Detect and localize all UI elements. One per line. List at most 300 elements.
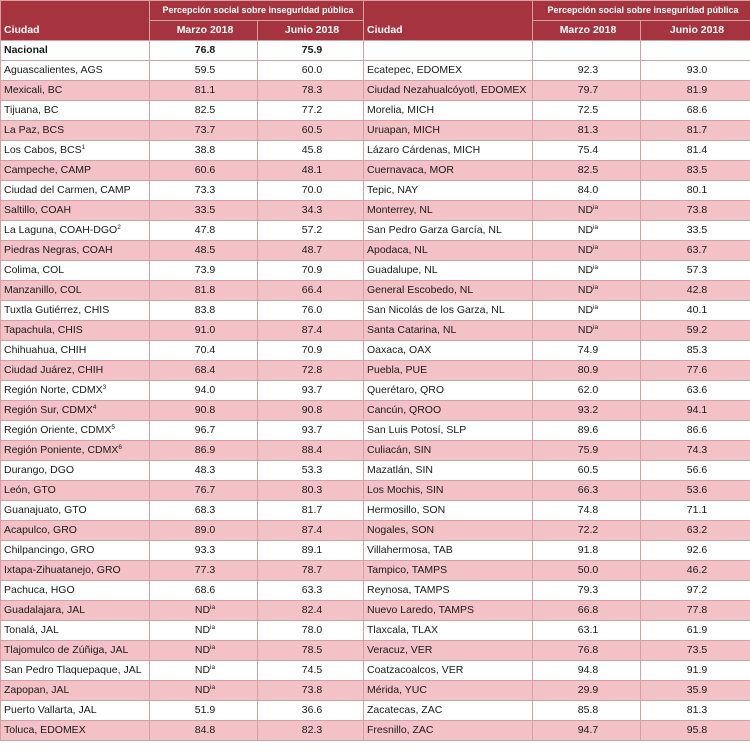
city-cell-text: Tlajomulco de Zúñiga, JAL: [4, 644, 129, 656]
june-value-cell-text: 76.0: [301, 304, 323, 316]
march-value-cell: [533, 61, 641, 81]
footnote-marker: ia: [593, 264, 599, 271]
march-value-cell-text: 72.5: [577, 104, 599, 116]
march-value-cell-text: 81.8: [194, 284, 216, 296]
june-value-cell-text: 63.2: [686, 524, 708, 536]
table-row: [1, 561, 750, 581]
march-value-cell: [150, 721, 258, 741]
june-value-cell-text: 77.8: [686, 604, 708, 616]
june-value-cell-text: 45.8: [301, 144, 323, 156]
city-cell: [364, 181, 533, 201]
march-value-cell: [150, 361, 258, 381]
march-value-cell-text: 73.7: [194, 124, 216, 136]
june-value-cell-text: 42.8: [686, 284, 708, 296]
city-cell-text: Santa Catarina, NL: [367, 324, 457, 336]
march-value-cell: [150, 281, 258, 301]
june-value-cell: [641, 341, 750, 361]
june-value-cell-text: 34.3: [301, 204, 323, 216]
june-value-cell: [258, 301, 364, 321]
march-value-cell-text: ND: [577, 244, 594, 256]
city-cell-text: Cuernavaca, MOR: [367, 164, 454, 176]
march-value-cell: [533, 601, 641, 621]
city-cell: [364, 81, 533, 101]
march-value-cell: [533, 581, 641, 601]
city-cell: [1, 261, 150, 281]
march-value-cell-text: ND: [194, 684, 211, 696]
table-row: [1, 261, 750, 281]
march-value-cell: [150, 241, 258, 261]
footnote-marker: ia: [210, 604, 216, 611]
city-cell: [1, 101, 150, 121]
march-value-cell-text: 91.0: [194, 324, 216, 336]
march-value-cell: [533, 701, 641, 721]
march-value-cell: [533, 501, 641, 521]
june-value-cell: [641, 461, 750, 481]
city-cell: [364, 381, 533, 401]
june-value-cell-text: 56.6: [686, 464, 708, 476]
table-row: [1, 141, 750, 161]
city-cell: [1, 681, 150, 701]
city-cell-text: San Pedro Tlaquepaque, JAL: [4, 664, 142, 676]
city-cell-text: Los Mochis, SIN: [367, 484, 444, 496]
city-cell: [1, 701, 150, 721]
city-cell-text: Tijuana, BC: [4, 104, 59, 116]
june-value-cell-text: 61.9: [686, 624, 708, 636]
march-value-cell-text: 73.9: [194, 264, 216, 276]
city-cell: [1, 81, 150, 101]
table-row: [1, 581, 750, 601]
march-value-cell-text: ND: [577, 324, 594, 336]
june-value-cell-text: 78.3: [301, 84, 323, 96]
city-cell-text: Uruapan, MICH: [367, 124, 440, 136]
march-value-cell: [150, 701, 258, 721]
june-value-cell-text: 66.4: [301, 284, 323, 296]
june-value-cell-text: 59.2: [686, 324, 708, 336]
march-value-cell-text: 68.4: [194, 364, 216, 376]
june-value-cell: [641, 381, 750, 401]
june-value-cell-text: 90.8: [301, 404, 323, 416]
empty-cell: [533, 41, 641, 61]
june-value-cell: [258, 321, 364, 341]
city-cell-text: Durango, DGO: [4, 464, 75, 476]
city-cell-text: Ciudad Juárez, CHIH: [4, 364, 104, 376]
march-value-cell-text: 48.5: [194, 244, 216, 256]
june-value-cell: [258, 241, 364, 261]
march-value-cell: [150, 541, 258, 561]
june-value-cell: [641, 161, 750, 181]
march-value-cell-text: 33.5: [194, 204, 216, 216]
footnote-marker: ia: [210, 644, 216, 651]
city-cell-text: Coatzacoalcos, VER: [367, 664, 464, 676]
june-value-cell-text: 72.8: [301, 364, 323, 376]
june-value-cell: [641, 521, 750, 541]
footnote-marker: 5: [111, 424, 115, 431]
march-value-cell-text: 93.3: [194, 544, 216, 556]
city-cell-text: Campeche, CAMP: [4, 164, 91, 176]
june-value-cell: [641, 601, 750, 621]
city-cell: [1, 321, 150, 341]
march-value-cell-text: 80.9: [577, 364, 599, 376]
march-value-cell-text: 86.9: [194, 444, 216, 456]
city-cell: [364, 521, 533, 541]
table-row: [1, 361, 750, 381]
table-row: [1, 601, 750, 621]
city-cell: [364, 161, 533, 181]
table-row: [1, 681, 750, 701]
city-cell: [1, 541, 150, 561]
june-value-cell: [641, 101, 750, 121]
march-value-cell: [150, 341, 258, 361]
june-value-cell-text: 95.8: [686, 724, 708, 736]
header-city-right: Ciudad: [364, 1, 533, 41]
march-value-cell: [150, 461, 258, 481]
city-cell-text: Ecatepec, EDOMEX: [367, 64, 463, 76]
table-row: [1, 641, 750, 661]
city-cell-text: Puerto Vallarta, JAL: [4, 704, 97, 716]
june-value-cell: [258, 361, 364, 381]
march-value-cell-text: 76.7: [194, 484, 216, 496]
city-cell-text: Región Norte, CDMX: [4, 384, 103, 396]
table-row: [1, 421, 750, 441]
city-cell-text: Tonalá, JAL: [4, 624, 59, 636]
june-value-cell-text: 93.0: [686, 64, 708, 76]
march-value-cell: [150, 61, 258, 81]
june-value-cell: [258, 541, 364, 561]
march-value-cell: [533, 261, 641, 281]
table-row: [1, 61, 750, 81]
table-row: [1, 521, 750, 541]
city-cell: [364, 61, 533, 81]
march-value-cell: [150, 641, 258, 661]
march-value-cell-text: ND: [577, 204, 594, 216]
city-cell: [364, 421, 533, 441]
march-value-cell-text: 91.8: [577, 544, 599, 556]
city-cell: [1, 581, 150, 601]
march-value-cell-text: 94.8: [577, 664, 599, 676]
march-value-cell-text: 76.8: [577, 644, 599, 656]
table-row: [1, 341, 750, 361]
march-value-cell: [533, 481, 641, 501]
city-cell-text: La Laguna, COAH-DGO: [4, 224, 118, 236]
city-cell: [1, 601, 150, 621]
march-value-cell-text: 62.0: [577, 384, 599, 396]
march-value-cell-text: 66.8: [577, 604, 599, 616]
city-cell-text: Guanajuato, GTO: [4, 504, 87, 516]
city-cell-text: Nogales, SON: [367, 524, 435, 536]
june-value-cell-text: 35.9: [686, 684, 708, 696]
june-value-cell: [641, 401, 750, 421]
march-value-cell-text: 85.8: [577, 704, 599, 716]
march-value-cell-text: ND: [194, 604, 211, 616]
march-value-cell-text: 96.7: [194, 424, 216, 436]
city-cell: [364, 461, 533, 481]
footnote-marker: ia: [593, 224, 599, 231]
march-value-cell: [533, 681, 641, 701]
march-value-cell-text: 90.8: [194, 404, 216, 416]
march-value-cell-text: 84.8: [194, 724, 216, 736]
june-value-cell: [641, 241, 750, 261]
june-value-cell: [258, 441, 364, 461]
city-cell: [1, 461, 150, 481]
june-value-cell-text: 77.2: [301, 104, 323, 116]
march-value-cell: [150, 181, 258, 201]
city-cell-text: Zapopan, JAL: [4, 684, 70, 696]
city-cell: [1, 481, 150, 501]
footnote-marker: 1: [81, 144, 86, 151]
march-value-cell-text: 92.3: [577, 64, 599, 76]
city-cell-text: La Paz, BCS: [4, 124, 65, 136]
city-cell: [1, 241, 150, 261]
march-value-cell: [533, 421, 641, 441]
march-value-cell: [150, 121, 258, 141]
june-value-cell: [641, 121, 750, 141]
june-value-cell: [258, 701, 364, 721]
march-value-cell-text: ND: [194, 624, 211, 636]
march-value-cell: [533, 721, 641, 741]
footnote-marker: ia: [210, 664, 216, 671]
city-cell: [1, 361, 150, 381]
june-value-cell-text: 63.3: [301, 584, 323, 596]
march-value-cell: [533, 401, 641, 421]
march-value-cell: [533, 661, 641, 681]
march-value-cell: [150, 681, 258, 701]
march-value-cell: [150, 621, 258, 641]
city-cell: [364, 401, 533, 421]
city-cell: [1, 401, 150, 421]
footnote-marker: ia: [593, 204, 599, 211]
june-value-cell: [258, 261, 364, 281]
march-value-cell: [150, 221, 258, 241]
march-value-cell-text: 63.1: [577, 624, 599, 636]
city-cell-text: Zacatecas, ZAC: [367, 704, 443, 716]
header-march-left: Marzo 2018: [150, 21, 258, 41]
june-value-cell: [258, 521, 364, 541]
june-value-cell-text: 70.9: [301, 344, 323, 356]
june-value-cell-text: 78.7: [301, 564, 323, 576]
june-value-cell: [258, 601, 364, 621]
table-row: [1, 221, 750, 241]
city-cell-text: Chihuahua, CHIH: [4, 344, 87, 356]
june-value-cell-text: 81.4: [686, 144, 708, 156]
city-cell-text: Ciudad Nezahualcóyotl, EDOMEX: [367, 84, 527, 96]
table-row: [1, 181, 750, 201]
march-value-cell: [150, 301, 258, 321]
city-cell: [364, 701, 533, 721]
june-value-cell: [641, 201, 750, 221]
city-cell: [364, 341, 533, 361]
march-value-cell-text: 75.4: [577, 144, 599, 156]
march-value-cell: [533, 381, 641, 401]
city-cell: [364, 721, 533, 741]
city-cell-text: Lázaro Cárdenas, MICH: [367, 144, 481, 156]
march-value-cell: [150, 561, 258, 581]
june-value-cell: [641, 581, 750, 601]
march-value-cell: [533, 321, 641, 341]
city-cell-text: Saltillo, COAH: [4, 204, 72, 216]
header-city-left: Ciudad: [1, 1, 150, 41]
city-cell-text: Reynosa, TAMPS: [367, 584, 450, 596]
june-value-cell-text: 73.8: [301, 684, 323, 696]
city-cell: [364, 361, 533, 381]
june-value-cell: [641, 681, 750, 701]
table-row-nacional: [1, 41, 750, 61]
city-cell: [1, 381, 150, 401]
june-value-cell-text: 53.3: [301, 464, 323, 476]
march-value-cell-text: 81.1: [194, 84, 216, 96]
city-cell-text: Guadalupe, NL: [367, 264, 438, 276]
march-value-cell: [533, 461, 641, 481]
june-value-cell-text: 83.5: [686, 164, 708, 176]
city-cell-text: Mexicali, BC: [4, 84, 63, 96]
march-value-cell: [150, 141, 258, 161]
city-cell-text: Chilpancingo, GRO: [4, 544, 95, 556]
city-cell: [364, 441, 533, 461]
march-value-cell: [150, 161, 258, 181]
june-value-cell: [641, 141, 750, 161]
march-value-cell: [150, 81, 258, 101]
june-value-cell-text: 73.5: [686, 644, 708, 656]
table-row: [1, 161, 750, 181]
march-value-cell-text: 82.5: [577, 164, 599, 176]
june-value-cell: [641, 361, 750, 381]
table-row: [1, 121, 750, 141]
march-value-cell: [533, 561, 641, 581]
footnote-marker: 6: [118, 444, 123, 451]
header-june-right: Junio 2018: [641, 21, 750, 41]
table-body: [1, 41, 750, 741]
june-value-cell: [258, 641, 364, 661]
march-value-cell: [533, 161, 641, 181]
march-value-cell-text: 82.5: [194, 104, 216, 116]
march-value-cell-text: 29.9: [577, 684, 599, 696]
june-value-cell-text: 94.1: [686, 404, 708, 416]
table-row: [1, 201, 750, 221]
june-value-cell: [641, 701, 750, 721]
city-cell-text: Apodaca, NL: [367, 244, 428, 256]
city-cell-text: Mazatlán, SIN: [367, 464, 433, 476]
city-cell-text: Cancún, QROO: [367, 404, 442, 416]
june-value-cell: [641, 61, 750, 81]
march-value-cell: [533, 121, 641, 141]
june-value-cell-text: 68.6: [686, 104, 708, 116]
june-value-cell: [641, 541, 750, 561]
june-value-cell: [258, 661, 364, 681]
city-cell-text: Puebla, PUE: [367, 364, 428, 376]
table-row: [1, 301, 750, 321]
march-value-cell: [533, 221, 641, 241]
march-value-cell: [533, 181, 641, 201]
city-cell-text: Los Cabos, BCS: [4, 144, 82, 156]
city-cell-text: Villahermosa, TAB: [367, 544, 453, 556]
june-value-cell: [258, 501, 364, 521]
city-cell: [1, 201, 150, 221]
june-value-cell: [641, 441, 750, 461]
june-value-cell: [258, 621, 364, 641]
table-row: [1, 81, 750, 101]
city-cell-text: Nuevo Laredo, TAMPS: [367, 604, 474, 616]
march-value-cell: [150, 101, 258, 121]
june-value-cell-text: 40.1: [686, 304, 708, 316]
june-value-cell-text: 93.7: [301, 384, 323, 396]
june-value-cell: [258, 61, 364, 81]
city-cell-text: Hermosillo, SON: [367, 504, 446, 516]
june-value-cell-text: 71.1: [686, 504, 708, 516]
march-value-cell-text: 51.9: [194, 704, 216, 716]
march-value-cell-text: 84.0: [577, 184, 599, 196]
june-value-cell: [258, 421, 364, 441]
city-cell-text: General Escobedo, NL: [367, 284, 474, 296]
city-cell-text: Colima, COL: [4, 264, 65, 276]
table-row: [1, 381, 750, 401]
march-value-cell-text: 79.3: [577, 584, 599, 596]
city-cell: [1, 501, 150, 521]
city-cell: [364, 121, 533, 141]
march-value-cell-text: 93.2: [577, 404, 599, 416]
march-value-cell-text: 94.7: [577, 724, 599, 736]
city-cell-text: Tepic, NAY: [367, 184, 419, 196]
march-value-cell: [533, 541, 641, 561]
city-cell: [364, 261, 533, 281]
june-value-cell-text: 60.5: [301, 124, 323, 136]
march-value-cell: [533, 521, 641, 541]
june-value-cell-text: 81.7: [301, 504, 323, 516]
city-cell-text: Morelia, MICH: [367, 104, 435, 116]
city-cell-text: Piedras Negras, COAH: [4, 244, 113, 256]
empty-cell: [364, 41, 533, 61]
city-cell-text: Región Sur, CDMX: [4, 404, 93, 416]
city-cell: [1, 181, 150, 201]
june-value-cell: [258, 561, 364, 581]
june-value-cell-text: 81.3: [686, 704, 708, 716]
june-value-cell-text: 36.6: [301, 704, 323, 716]
march-value-cell: [150, 581, 258, 601]
city-cell: [1, 301, 150, 321]
june-value-cell-text: 85.3: [686, 344, 708, 356]
city-cell: [364, 141, 533, 161]
city-cell: [1, 521, 150, 541]
june-value-cell-text: 81.9: [686, 84, 708, 96]
city-cell: [1, 641, 150, 661]
june-value-cell: [258, 461, 364, 481]
march-value-cell: [533, 621, 641, 641]
june-value-cell: [258, 341, 364, 361]
march-value-cell: [150, 521, 258, 541]
march-value-cell: [150, 401, 258, 421]
city-cell-text: Tlaxcala, TLAX: [367, 624, 439, 636]
june-value-cell-text: 93.7: [301, 424, 323, 436]
march-value-cell-text: 60.6: [194, 164, 216, 176]
city-cell-text: San Pedro Garza García, NL: [367, 224, 502, 236]
city-cell-text: Manzanillo, COL: [4, 284, 82, 296]
june-value-cell: [258, 81, 364, 101]
june-value-cell: [258, 121, 364, 141]
june-value-cell-text: 87.4: [301, 524, 323, 536]
june-value-cell-text: 78.5: [301, 644, 323, 656]
footnote-marker: ia: [593, 284, 599, 291]
june-value-cell: [641, 281, 750, 301]
march-value-cell-text: 81.3: [577, 124, 599, 136]
march-value-cell: [150, 501, 258, 521]
june-value-cell-text: 78.0: [301, 624, 323, 636]
table-row: [1, 321, 750, 341]
march-value-cell-text: 68.3: [194, 504, 216, 516]
june-value-cell: [641, 481, 750, 501]
city-cell: [364, 481, 533, 501]
march-value-cell-text: 73.3: [194, 184, 216, 196]
city-cell-text: Tapachula, CHIS: [4, 324, 83, 336]
june-value-cell: [641, 81, 750, 101]
march-value-cell: [533, 241, 641, 261]
